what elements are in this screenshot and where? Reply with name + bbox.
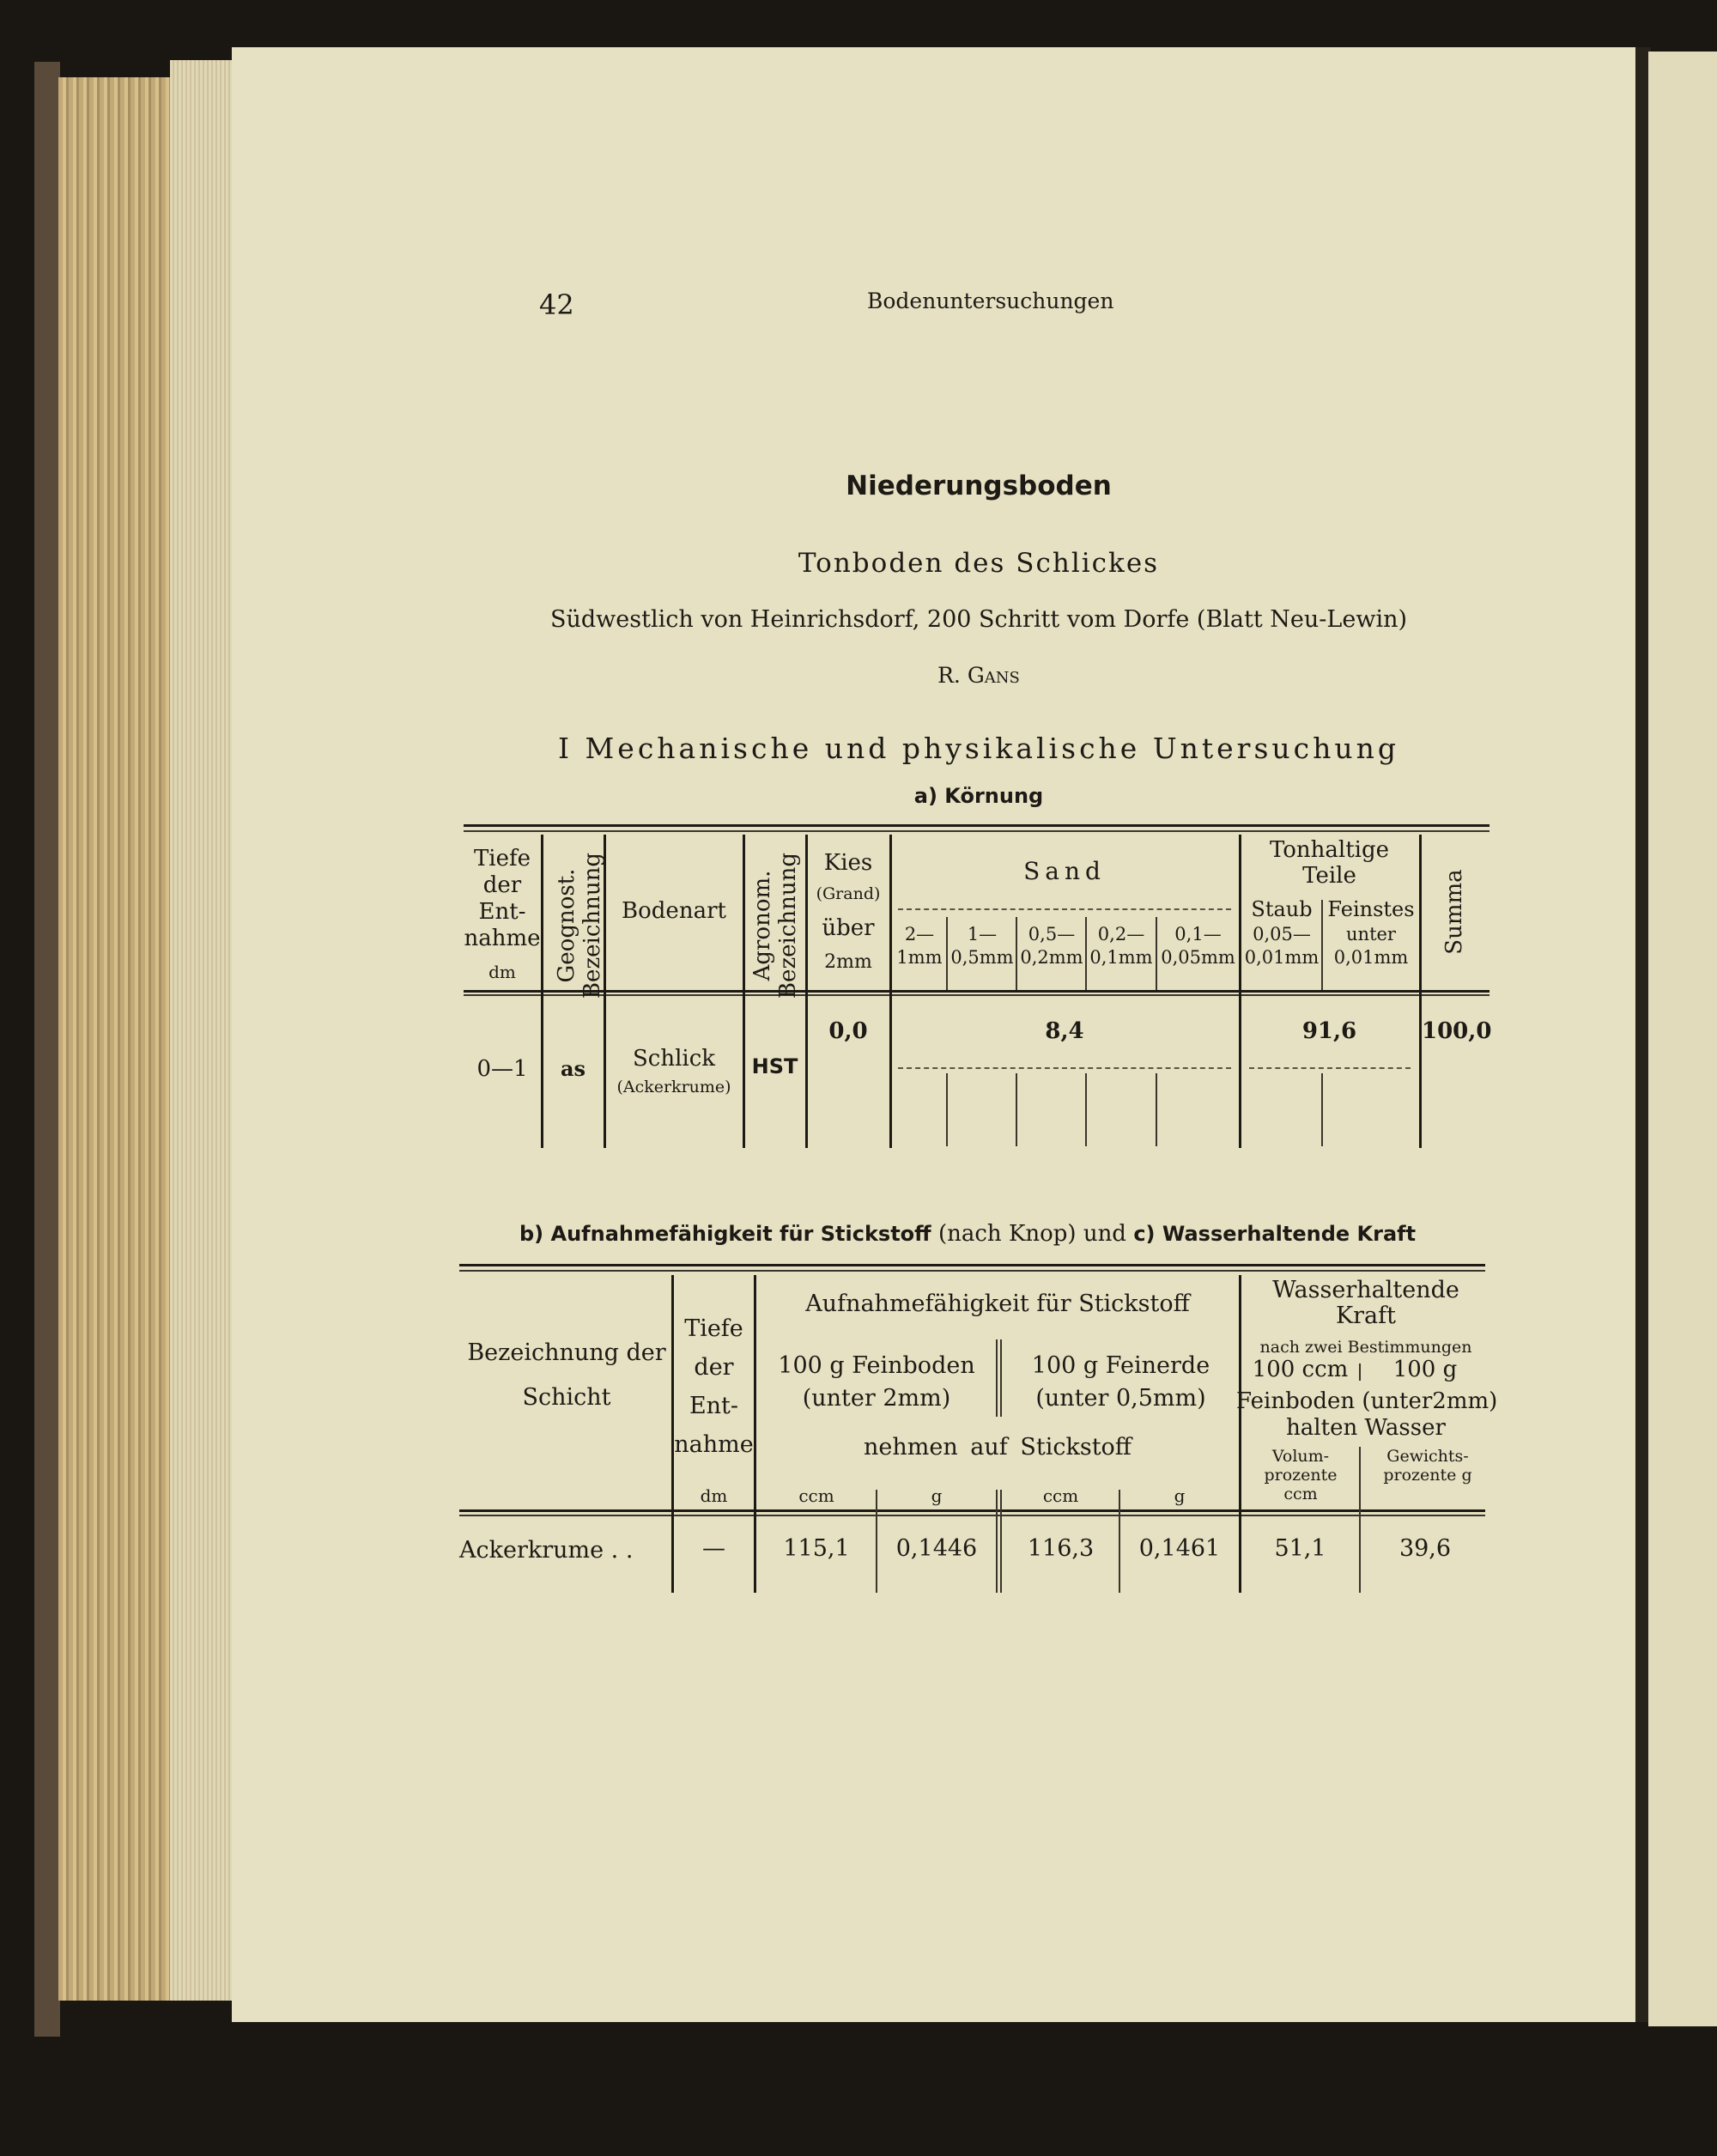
unit-g-2: g bbox=[1174, 1485, 1186, 1506]
header-depth: Tiefe der Ent- nahme bbox=[464, 846, 541, 951]
table-b-caption-b: b) Aufnahmefähigkeit für Stickstoff bbox=[519, 1222, 931, 1246]
header-feinstes: Feinstes bbox=[1327, 897, 1415, 921]
sand-col-4: 0,2— 0,1mm bbox=[1089, 924, 1153, 968]
sand-col-2: 1— 0,5mm bbox=[950, 924, 1014, 968]
table-a-caption: a) Körnung bbox=[913, 784, 1044, 808]
sand-col-3: 0,5— 0,2mm bbox=[1020, 924, 1083, 968]
header-b-depth: Tiefe der Ent- nahme bbox=[674, 1315, 754, 1458]
header-nehmen: nehmen auf Stickstoff bbox=[864, 1434, 1132, 1461]
header-ton: Tonhaltige Teile bbox=[1269, 837, 1390, 889]
page-edges-inner bbox=[170, 60, 239, 2001]
header-staub: Staub bbox=[1251, 897, 1313, 921]
row-b-value-4: 0,1461 bbox=[1138, 1535, 1221, 1562]
page-edges bbox=[58, 77, 170, 2001]
header-feinboden-unter: Feinboden (unter2mm) bbox=[1236, 1388, 1498, 1414]
row-sand: 8,4 bbox=[1045, 1018, 1084, 1044]
header-depth-unit: dm bbox=[488, 962, 516, 982]
header-wasser: Wasserhaltende Kraft bbox=[1272, 1277, 1459, 1329]
table-a-header-rule bbox=[464, 990, 1489, 993]
row-summa: 100,0 bbox=[1422, 1018, 1492, 1044]
wasser-divider bbox=[1359, 1447, 1361, 1593]
header-volum: Volum- prozente ccm bbox=[1264, 1447, 1338, 1503]
header-feinerde: 100 g Feinerde (unter 0,5mm) bbox=[1031, 1352, 1210, 1412]
sand-body-line bbox=[1085, 1073, 1087, 1146]
author: R. Gans bbox=[937, 663, 1020, 688]
row-b-schicht: Ackerkrume . . bbox=[459, 1537, 634, 1564]
unit-ccm-1: ccm bbox=[798, 1485, 834, 1506]
section-heading: I Mechanische und physikalische Untersuchung bbox=[557, 732, 1400, 765]
row-kies: 0,0 bbox=[828, 1018, 868, 1044]
table-b-top-rule-thin bbox=[459, 1270, 1485, 1272]
table-b-caption-mid: (nach Knop) und bbox=[937, 1221, 1126, 1247]
header-kies-size: 2mm bbox=[824, 951, 872, 973]
facing-page bbox=[1648, 52, 1717, 2026]
header-w100ccm: 100 ccm bbox=[1252, 1357, 1349, 1382]
ton-body-rule bbox=[1249, 1067, 1411, 1069]
unit-divider bbox=[1000, 1490, 1002, 1593]
feinboden-divider bbox=[996, 1339, 998, 1417]
location: Südwestlich von Heinrichsdorf, 200 Schritt vom Dorfe (Blatt Neu-Lewin) bbox=[550, 606, 1407, 633]
header-staub-range: 0,05— 0,01mm bbox=[1244, 924, 1320, 968]
sand-body-line bbox=[1156, 1073, 1157, 1146]
table-a-top-rule bbox=[464, 824, 1489, 827]
table-b-header-rule bbox=[459, 1509, 1485, 1512]
table-b-caption bbox=[519, 1221, 1416, 1247]
row-b-depth: — bbox=[702, 1535, 725, 1562]
header-agronom: Agronom. Bezeichnung bbox=[749, 852, 801, 999]
sand-subrule bbox=[898, 908, 1231, 910]
sand-body-line bbox=[1016, 1073, 1017, 1146]
sand-body-line bbox=[946, 1073, 948, 1146]
table-b-caption-c: c) Wasserhaltende Kraft bbox=[1133, 1222, 1417, 1246]
table-a-vline bbox=[1419, 835, 1422, 1148]
table-a-vline bbox=[541, 835, 543, 1148]
header-feinstes-range: unter 0,01mm bbox=[1333, 924, 1409, 968]
row-depth: 0—1 bbox=[476, 1056, 528, 1082]
header-schicht: Bezeichnung der Schicht bbox=[467, 1339, 666, 1411]
feinboden-divider bbox=[1000, 1339, 1002, 1417]
table-a-header-rule-thin bbox=[464, 994, 1489, 996]
subtitle: Tonboden des Schlickes bbox=[798, 548, 1160, 579]
row-bodenart-note: (Ackerkrume) bbox=[616, 1078, 731, 1096]
page-title: Niederungsboden bbox=[846, 471, 1112, 501]
row-agronom: HST bbox=[751, 1054, 798, 1078]
header-kies-uber: über bbox=[822, 915, 875, 941]
header-bestimmungen: nach zwei Bestimmungen bbox=[1259, 1338, 1472, 1357]
unit-divider bbox=[996, 1490, 998, 1593]
sand-body-rule bbox=[898, 1067, 1231, 1069]
table-b-header-rule-thin bbox=[459, 1515, 1485, 1516]
row-b-value-5: 51,1 bbox=[1274, 1535, 1326, 1562]
header-kies: Kies bbox=[823, 850, 873, 876]
header-halten: halten Wasser bbox=[1286, 1415, 1446, 1441]
table-a-vline bbox=[889, 835, 892, 1148]
unit-ccm-2: ccm bbox=[1042, 1485, 1079, 1506]
ton-body-line bbox=[1321, 1073, 1323, 1146]
header-aufnahme: Aufnahmefähigkeit für Stickstoff bbox=[805, 1291, 1190, 1317]
header-w100g: 100 g bbox=[1392, 1357, 1458, 1382]
table-b-top-rule bbox=[459, 1264, 1485, 1266]
header-gewicht: Gewichts- prozente g bbox=[1383, 1447, 1472, 1485]
row-bodenart: Schlick bbox=[632, 1046, 716, 1072]
table-a-vline bbox=[743, 835, 745, 1148]
unit-g-1: g bbox=[931, 1485, 943, 1506]
row-ton: 91,6 bbox=[1301, 1018, 1357, 1044]
table-b-vline bbox=[754, 1275, 756, 1593]
row-geognost: as bbox=[560, 1056, 586, 1081]
running-head: Bodenuntersuchungen bbox=[867, 288, 1114, 313]
header-kies-grand: (Grand) bbox=[816, 884, 881, 903]
table-a-vline bbox=[805, 835, 808, 1148]
header-geognost: Geognost. Bezeichnung bbox=[554, 852, 605, 999]
table-a-top-rule-thin bbox=[464, 830, 1489, 832]
header-b-depth-unit: dm bbox=[700, 1485, 728, 1506]
row-b-value-6: 39,6 bbox=[1398, 1535, 1452, 1562]
header-bodenart: Bodenart bbox=[622, 898, 726, 924]
row-b-value-3: 116,3 bbox=[1027, 1535, 1095, 1562]
row-b-value-2: 0,1446 bbox=[895, 1535, 978, 1562]
header-summa: Summa bbox=[1441, 869, 1467, 955]
header-sand: Sand bbox=[1023, 857, 1106, 885]
page-number: 42 bbox=[539, 288, 574, 321]
book-spine bbox=[34, 62, 60, 2037]
header-feinboden: 100 g Feinboden (unter 2mm) bbox=[778, 1352, 975, 1412]
sand-col-5: 0,1— 0,05mm bbox=[1161, 924, 1235, 968]
sand-col-1: 2— 1mm bbox=[896, 924, 943, 968]
row-b-value-1: 115,1 bbox=[783, 1535, 850, 1562]
